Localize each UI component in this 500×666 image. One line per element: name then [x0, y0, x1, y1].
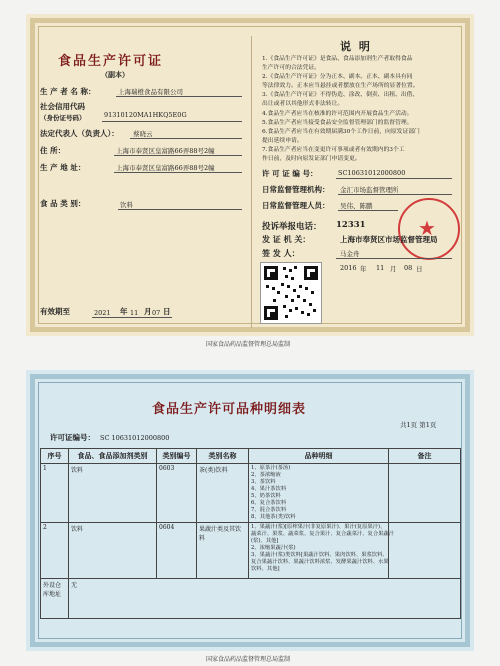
issue-year-label: 年 [360, 265, 367, 273]
issue-month: 11 [376, 264, 385, 272]
official-seal [398, 198, 460, 260]
underline [102, 121, 242, 122]
underline [114, 172, 242, 173]
column-header: 类别编号 [157, 449, 197, 464]
note-line: 7.食品生产者应当在变更许可事项或者有效期内的3个工 [262, 146, 405, 153]
id-number-label: （身份证号码） [40, 114, 86, 122]
variety-table [40, 448, 461, 619]
item-line: 2、浓缩果蔬汁(浆) [251, 545, 296, 551]
signer-label: 签 发 人： [262, 248, 300, 258]
daily-agency-label: 日常监督管理机构： [262, 185, 330, 194]
producer-label: 生 产 者 名 称： [40, 87, 96, 96]
detail-license-no-label: 许可证编号： [50, 433, 95, 442]
star-icon: ★ [418, 216, 436, 240]
food-category-label: 食 品 类 别： [40, 199, 86, 208]
extra-label: 外设仓库地址 [41, 579, 69, 619]
valid-day-label: 日 [163, 307, 171, 316]
valid-month-label: 月 [144, 307, 152, 316]
license-title: 食品生产许可证 [58, 54, 164, 69]
qr-code [260, 262, 322, 324]
valid-day: 07 [152, 309, 161, 317]
row-code: 0603 [157, 464, 197, 523]
issuer-label: 发 证 机 关： [262, 234, 311, 244]
notes-list [262, 56, 420, 165]
item-line: 1、原茶汁(茶汤) [251, 465, 291, 471]
underline [336, 178, 452, 179]
note-line: 5.食品生产者应当接受食品安全监督管理部门的监督管理。 [262, 119, 413, 126]
row-code: 0604 [157, 523, 197, 579]
table-row [41, 464, 461, 523]
item-line: 饮料、其他] [251, 566, 280, 572]
note-line: 生产许可的合法凭证。 [262, 65, 320, 72]
column-header: 品种明细 [249, 449, 389, 464]
item-line: 5、奶茶饮料 [251, 493, 281, 499]
row-remark [389, 523, 461, 579]
item-line: 3、果蔬汁(浆)类饮料[果蔬汁饮料、果肉饮料、果浆饮料、 [251, 552, 388, 558]
complaint-label: 投诉举报电话： [262, 222, 322, 232]
page-info: 共1页 第1页 [400, 421, 437, 429]
signer-value: 马金舟 [340, 250, 360, 258]
daily-agency-value: 金汇市场监督管理所 [340, 186, 399, 194]
table-header-row [41, 449, 461, 464]
issue-month-label: 月 [390, 265, 397, 273]
column-header: 备注 [389, 449, 461, 464]
detail-license-no: SC 10631012000800 [100, 434, 170, 442]
issue-year: 2016 [340, 264, 357, 272]
row-number: 1 [41, 464, 69, 523]
license-footer: 国家食品药品监督管理总局监制 [206, 341, 291, 348]
qr-modules [261, 263, 319, 321]
row-items [249, 523, 395, 579]
underline [338, 210, 398, 211]
license-no-value: SC10631012000800 [338, 169, 406, 177]
note-line: 3.《食品生产许可证》不得伪造、涂改、倒卖、出租、出借、 [262, 92, 419, 99]
item-line: 4、果汁茶饮料 [251, 486, 287, 492]
underline [336, 258, 452, 259]
table-row [41, 579, 461, 619]
note-line: 作日前，及时向原发证部门申请变更。 [262, 156, 361, 163]
row-category: 饮料 [69, 523, 157, 579]
underline [92, 317, 172, 318]
row-name: 茶(类)饮料 [197, 464, 249, 523]
note-line: 等法律效力。正本应当悬挂或者摆放在生产场所的显著位置。 [262, 83, 419, 90]
note-line: 4.食品生产者应当在核准的许可范围内开展食品生产活动。 [262, 110, 413, 117]
validity-label: 有效期至 [40, 307, 70, 316]
item-line: 7、混合茶饮料 [251, 507, 287, 513]
underline [130, 138, 242, 139]
food-category-value: 饮料 [120, 201, 133, 209]
underline [116, 96, 242, 97]
valid-year: 2021 [94, 309, 111, 317]
note-line: 提出延续申请。 [262, 137, 303, 144]
issue-day: 08 [404, 264, 413, 272]
producer-value: 上海瑞橙食品有限公司 [118, 88, 183, 96]
legal-rep-label: 法定代表人（负责人）： [40, 129, 119, 138]
item-line: 蔬菜汁、果浆、蔬菜浆、复合果汁、复合蔬菜汁、复合果蔬汁 [251, 531, 395, 537]
daily-staff-value: 吴伟、陈鹏 [340, 202, 373, 210]
row-items [249, 464, 389, 523]
column-header: 序号 [41, 449, 69, 464]
row-remark [389, 464, 461, 523]
license-subtitle: （副本） [101, 70, 129, 79]
residence-label: 住 所： [40, 146, 66, 155]
detail-footer: 国家食品药品监督管理总局监制 [206, 656, 291, 663]
note-line: 1.《食品生产许可证》是食品、食品添加剂生产者取得食品 [262, 56, 413, 62]
item-line: (浆)、其他] [251, 538, 279, 544]
row-number: 2 [41, 523, 69, 579]
item-line: 1、果蔬汁(浆)[原榨果汁(非复原果汁)、果汁(复原果汁)、 [251, 524, 386, 530]
daily-staff-label: 日常监督管理人员： [262, 201, 330, 210]
column-header: 类别名称 [197, 449, 249, 464]
item-line: 复合果蔬汁饮料、果蔬汁饮料浓浆、发酵果蔬汁饮料、水果 [251, 559, 389, 565]
note-line: 6.食品生产者应当在有效期届满30个工作日前，向原发证部门 [262, 128, 420, 135]
column-divider [251, 36, 252, 328]
prod-address-value: 上海市奉贤区皇富路66弄88号2幢 [116, 164, 215, 172]
credit-code-label: 社会信用代码 [40, 102, 85, 111]
item-line: 2、茶浓缩液 [251, 472, 281, 478]
valid-month: 11 [130, 309, 139, 317]
note-line: 2.《食品生产许可证》分为正本、副本。正本、副本具有同 [262, 74, 413, 81]
complaint-value: 12331 [336, 220, 366, 230]
item-line: 6、复合茶饮料 [251, 500, 287, 506]
license-no-label: 许 可 证 编 号： [262, 169, 318, 178]
extra-value: 无 [69, 579, 461, 619]
issue-day-label: 日 [416, 265, 423, 273]
credit-code-value: 91310120MA1HKQ5E0G [104, 111, 187, 119]
table-row [41, 523, 461, 579]
item-line: 3、茶饮料 [251, 479, 276, 485]
note-line: 出让或者以其他形式非法转让。 [262, 101, 344, 108]
item-line: 8、其他茶(类)饮料 [251, 514, 296, 520]
valid-year-label: 年 [120, 307, 128, 316]
legal-rep-value: 蔡晓云 [133, 130, 153, 138]
column-header: 食品、食品添加剂类别 [69, 449, 157, 464]
row-category: 饮料 [69, 464, 157, 523]
prod-address-label: 生 产 地 址： [40, 163, 86, 172]
underline [118, 209, 242, 210]
underline [114, 155, 242, 156]
notes-title: 说 明 [340, 40, 372, 53]
underline [338, 194, 452, 195]
row-name: 果蔬汁类及其饮料 [197, 523, 249, 579]
issuer-value: 上海市奉贤区市场监督管理局 [340, 235, 438, 244]
detail-title: 食品生产许可品种明细表 [152, 402, 307, 417]
residence-value: 上海市奉贤区皇富路66弄88号2幢 [116, 147, 215, 155]
